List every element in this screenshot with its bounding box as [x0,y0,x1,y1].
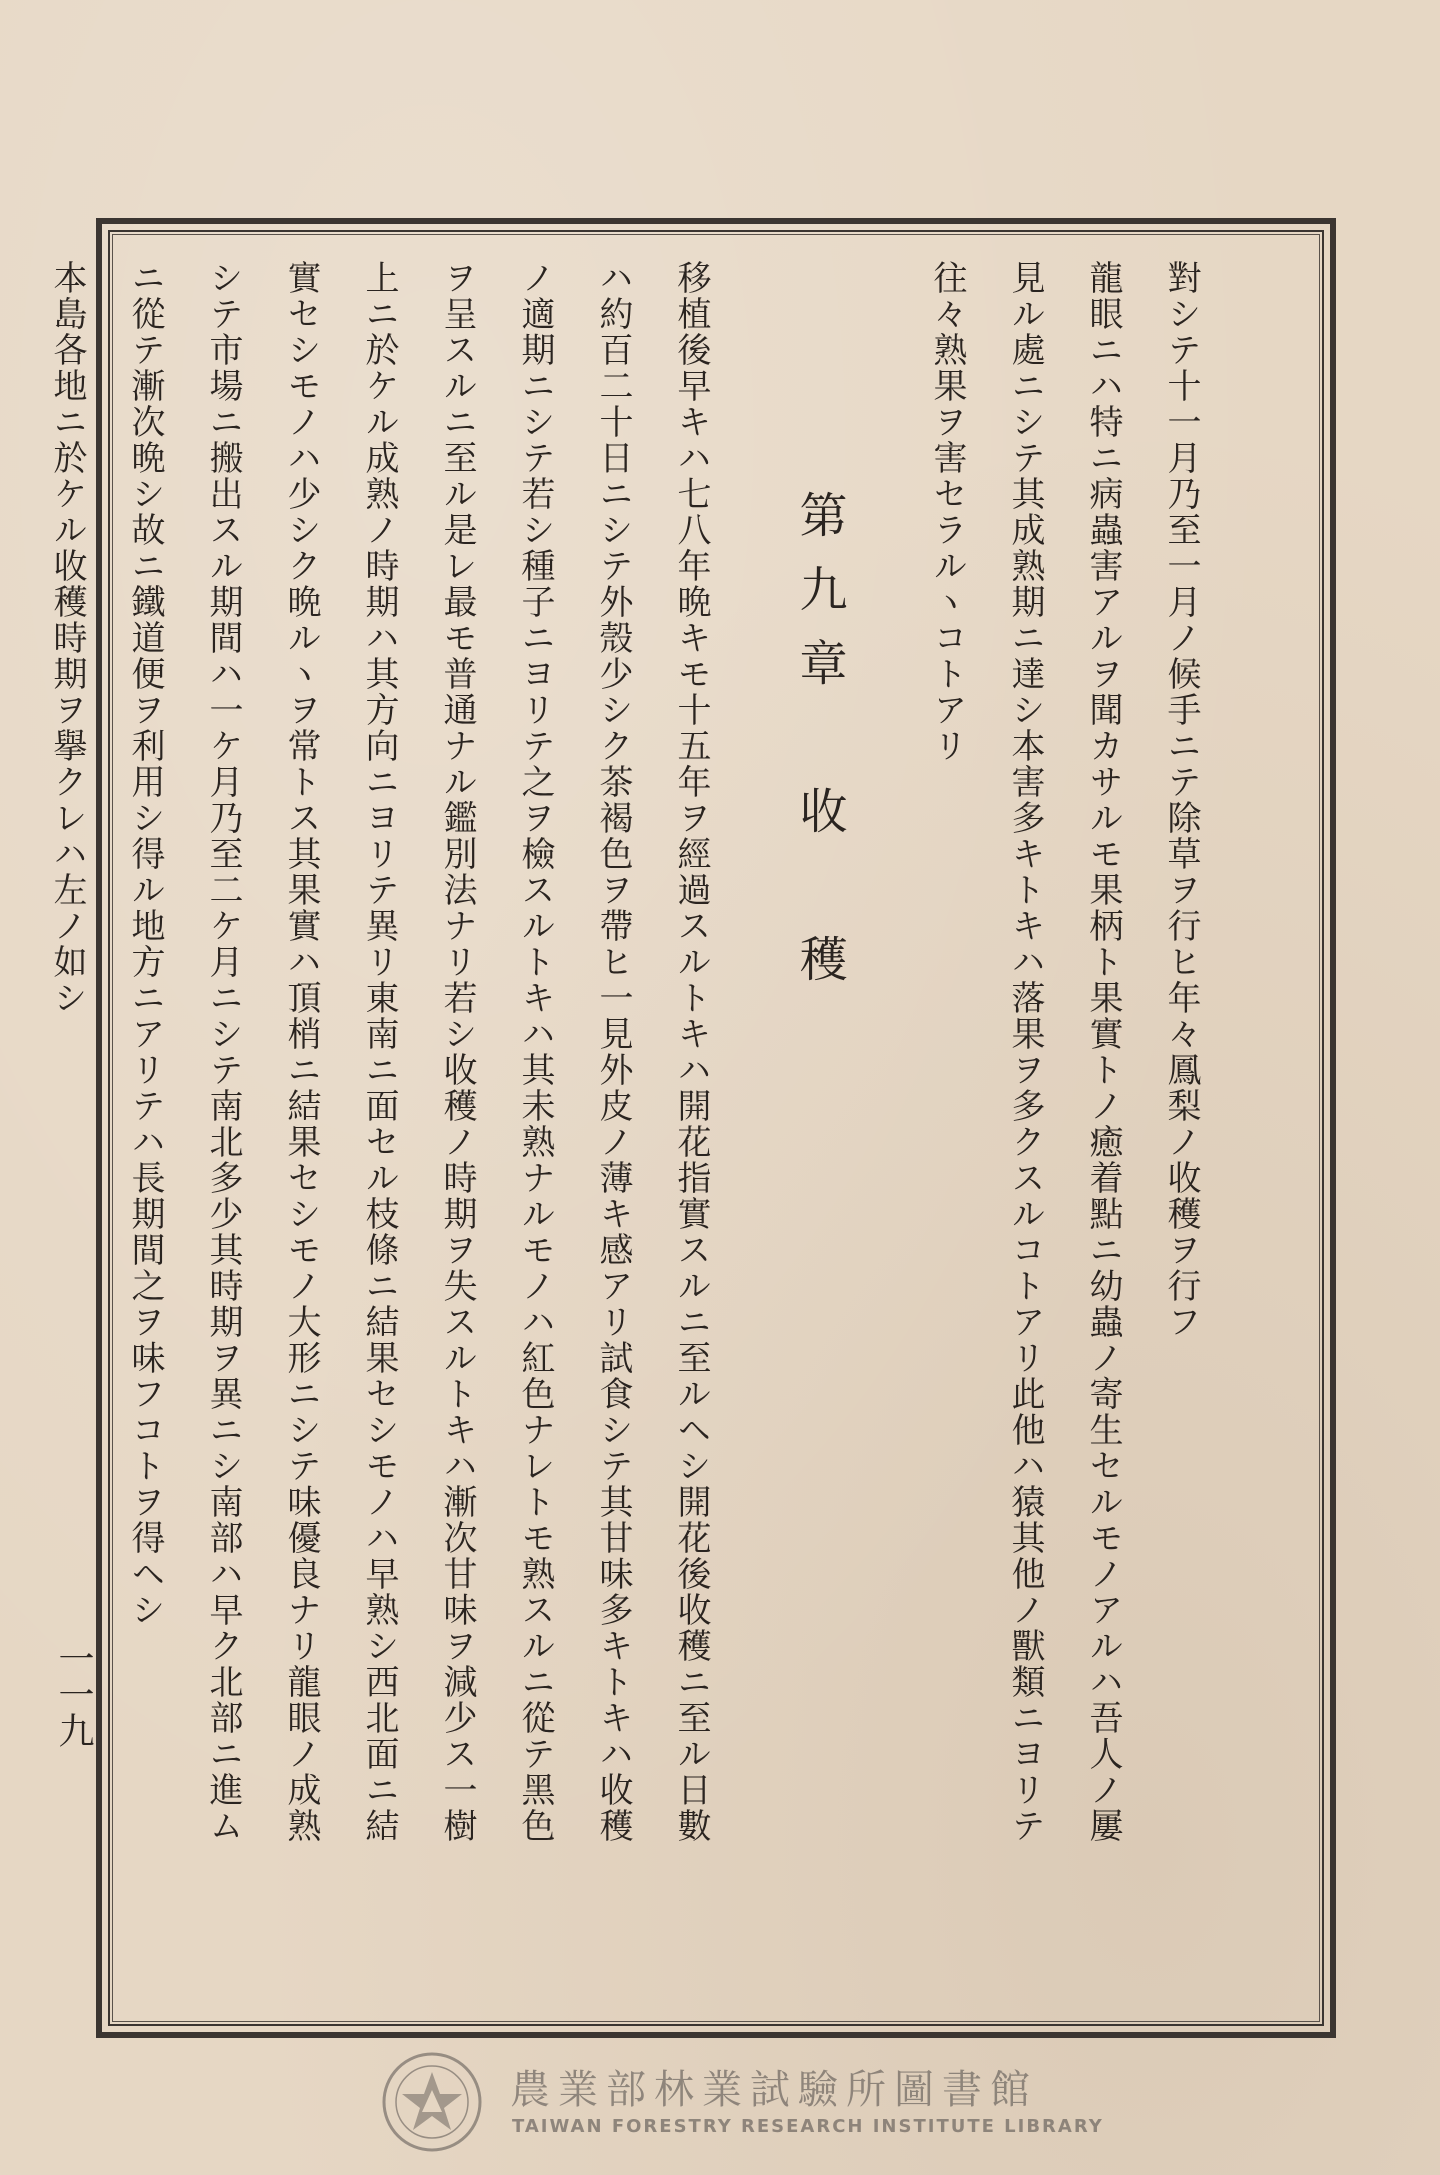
text-column: 本島各地ニ於ケル收穫時期ヲ擧クレハ左ノ如シ [47,260,87,1016]
text-column: 對シテ十一月乃至一月ノ候手ニテ除草ヲ行ヒ年々鳳梨ノ收穫ヲ行フ [1161,260,1201,1340]
text-column: 往々熟果ヲ害セラルヽコトアリ [927,260,967,764]
library-name-chinese: 農業部林業試驗所圖書館 [510,2067,1038,2113]
text-column: 上ニ於ケル成熟ノ時期ハ其方向ニヨリテ異リ東南ニ面セル枝條ニ結果セシモノハ早熟シ西北面ニ結 [359,260,399,1844]
text-column: ノ適期ニシテ若シ種子ニヨリテ之ヲ檢スルトキハ其未熟ナルモノハ紅色ナレトモ熟スルニ從テ黑色 [515,260,555,1844]
library-watermark [380,2050,1140,2160]
chapter-heading: 第九章 收 穫 [791,490,847,1008]
column-spacer [730,260,754,2000]
text-column: 龍眼ニハ特ニ病蟲害アルヲ聞カサルモ果柄ト果實トノ癒着點ニ幼蟲ノ寄生セルモノアルハ吾人ノ屢 [1083,260,1123,1844]
text-column: 見ル處ニシテ其成熟期ニ達シ本害多キトキハ落果ヲ多クスルコトアリ此他ハ猿其他ノ獸類ニヨリテ [1005,260,1045,1844]
text-column: 實セシモノハ少シク晩ルヽヲ常トス其果實ハ頂梢ニ結果セシモノ大形ニシテ味優良ナリ龍眼ノ成熟 [281,260,321,1844]
text-column: シテ市場ニ搬出スル期間ハ一ケ月乃至二ケ月ニシテ南北多少其時期ヲ異ニシ南部ハ早ク北部ニ進ム [203,260,243,1844]
text-column: ニ從テ漸次晩シ故ニ鐵道便ヲ利用シ得ル地方ニアリテハ長期間之ヲ味フコトヲ得ヘシ [125,260,165,1628]
text-column: ハ約百二十日ニシテ外殼少シク茶褐色ヲ帶ヒ一見外皮ノ薄キ感アリ試食シテ其甘味多キトキハ收穫 [593,260,633,1844]
column-spacer [884,260,908,2000]
text-column: 移植後早キハ七八年晩キモ十五年ヲ經過スルトキハ開花指實スルニ至ルヘシ開花後收穫ニ至ル日數 [671,260,711,1844]
library-seal-icon [380,2050,484,2154]
text-column: ヲ呈スルニ至ル是レ最モ普通ナル鑑別法ナリ若シ收穫ノ時期ヲ失スルトキハ漸次甘味ヲ減少ス一樹 [437,260,477,1844]
library-name-english: TAIWAN FORESTRY RESEARCH INSTITUTE LIBRARY [512,2116,1104,2137]
page-number: 一一九 [53,1640,94,1748]
